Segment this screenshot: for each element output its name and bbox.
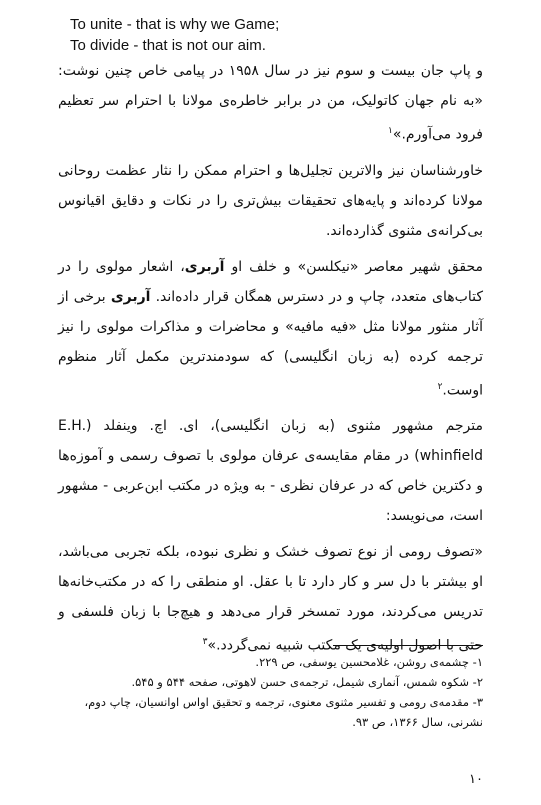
- paragraph-3-text-c: برخی از آثار منثور مولانا مثل «فیه مافیه» و محاضرات و مذاکرات مولوی را نیز ترجمه کرده (به زبان انگلیسی) که سودمندترین مکمل آثار منظوم اوست.: [58, 288, 483, 399]
- paragraph-3-text-b: ، اشعار مولوی را در کتاب‌های متعدد، چاپ و در دسترس همگان قرار داده‌اند.: [58, 258, 483, 305]
- footnote-ref-1: ۱: [388, 126, 393, 136]
- footnote-1: ۱- چشمه‌ی روشن، غلامحسین یوسفی، ص ۲۲۹.: [255, 655, 483, 669]
- epigraph: [70, 14, 470, 56]
- epigraph-line-2: To divide - that is not our aim.: [70, 37, 266, 54]
- page-number: ۱۰: [469, 772, 483, 787]
- footnote-ref-3: ۳: [202, 637, 208, 648]
- footnote-divider: [333, 645, 483, 646]
- paragraph-1-text: و پاپ جان بیست و سوم نیز در سال ۱۹۵۸ در پیامی خاص چنین نوشت: «به نام جهان کاتولیک، من در برابر خاطره‌ی مولانا با احترام سر تعظیم فرود می‌آورم.»: [58, 63, 483, 143]
- footnote-3: ۳- مقدمه‌ی رومی و تفسیر مثنوی معنوی، ترجمه و تحقیق اواس اوانسیان، چاپ دوم، نشرنی، سال ۱۳۶۶، ص ۹۳.: [84, 695, 483, 729]
- epigraph-line-1: To unite - that is why we Game;: [70, 16, 280, 33]
- paragraph-5: [58, 537, 483, 661]
- footnotes: [58, 652, 483, 732]
- paragraph-1: [58, 56, 483, 150]
- name-arberry-2: آربری: [110, 288, 151, 305]
- footnote-ref-2: ۲: [437, 381, 443, 392]
- footnote-2: ۲- شکوه شمس، آنماری شیمل، ترجمه‌ی حسن لاهوتی، صفحه ۵۴۴ و ۵۴۵.: [131, 675, 483, 689]
- body-text: [58, 56, 483, 667]
- paragraph-3-text-a: محقق شهیر معاصر «نیکلسن» و خلف او: [224, 258, 483, 275]
- paragraph-3: [58, 252, 483, 406]
- paragraph-4: مترجم مشهور مثنوی (به زبان انگلیسی)، ای. اچ. وینفلد (E.H. whinfield) در مقام مقایسه‌ی عرفان مولوی با تصوف رسمی و آموزه‌ها و دکترین خاص که در عرفان نظری - به ویژه در مکتب ابن‌عربی - مشهور است، می‌نویسد:: [58, 418, 483, 525]
- paragraph-5-text: «تصوف رومی از نوع تصوف خشک و نظری نبوده، بلکه تجربی می‌باشد، او بیشتر با دل سر و کار دارد تا با عقل. او منطقی را که در مکتب‌خانه‌ها تدریس می‌کردند، مورد تمسخر قرار می‌دهد و هیچ‌جا با زبان فلسفی و حتی با اصول اولیه‌ی یک مکتب شبیه نمی‌گردد.»: [58, 544, 483, 654]
- name-arberry-1: آربری: [184, 258, 225, 275]
- paragraph-2: خاورشناسان نیز والاترین تجلیل‌ها و احترام ممکن را نثار عظمت روحانی مولانا کرده‌اند و پایه‌های تحقیقات بیش‌تری را در نکات و دقایق اقیانوس بی‌کرانه‌ی مثنوی گذارده‌اند.: [58, 162, 483, 239]
